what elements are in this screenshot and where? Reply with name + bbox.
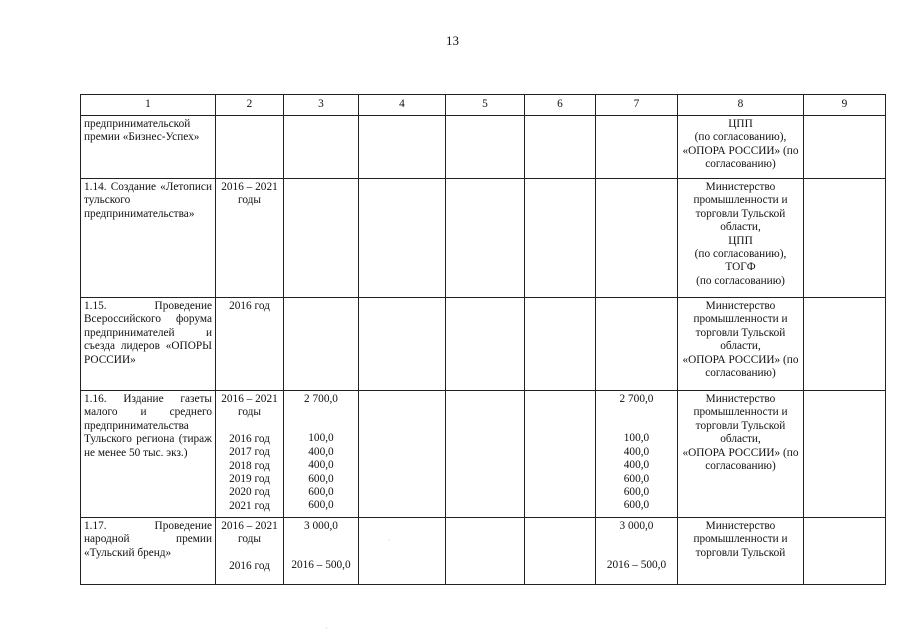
amount-total-cell	[284, 116, 359, 179]
term-cell	[216, 391, 284, 518]
responsible-cell-line: (по согласованию)	[696, 274, 785, 287]
term-cell	[216, 298, 284, 391]
table-row	[81, 298, 886, 391]
amount-total-cell-line: 400,0	[308, 459, 334, 472]
responsible-cell-line: ЦПП	[728, 234, 753, 247]
measures-table	[80, 94, 886, 585]
extra-budget-cell-line: 400,0	[623, 445, 650, 458]
responsible-cell-line: ТОГФ	[725, 261, 756, 274]
measure-title: 1.16. Издание газеты малого и среднего	[84, 393, 212, 419]
measure-cell	[81, 298, 216, 391]
amount-total-cell-line: 100,0	[308, 432, 334, 445]
extra-budget-cell-line: 100,0	[623, 432, 650, 445]
header-row	[81, 95, 886, 116]
responsible-cell-line: Министерство промышленности и торговли Тульской	[693, 520, 788, 559]
responsible-cell	[678, 179, 804, 298]
term-cell-line: годы	[237, 194, 261, 207]
term-cell-line: 2016 год	[229, 559, 270, 572]
column-header: 2	[216, 95, 284, 116]
term-cell-line	[219, 547, 280, 560]
table-row	[81, 391, 886, 518]
extra-budget-cell	[596, 116, 678, 179]
column-header: 4	[359, 95, 446, 116]
term-cell-line: 2016 год	[229, 432, 270, 445]
responsible-cell-line: «ОПОРА РОССИИ» (по согласованию)	[682, 144, 799, 171]
column-header: 9	[804, 95, 886, 116]
measure-cell	[81, 116, 216, 179]
extra-budget-cell-line: 600,0	[623, 472, 650, 485]
measure-cell	[81, 391, 216, 518]
amount-total-cell	[284, 298, 359, 391]
result-cell	[804, 391, 886, 518]
responsible-cell-line: (по согласованию),	[694, 248, 787, 261]
amount-total-cell-line: 600,0	[308, 472, 334, 485]
extra-budget-cell-line: 3 000,0	[619, 520, 654, 532]
amount-total-cell-line: 3 000,0	[304, 520, 338, 532]
federal-budget-cell	[359, 116, 446, 179]
table-row	[81, 518, 886, 585]
term-cell	[216, 179, 284, 298]
table-row	[81, 116, 886, 179]
measure-title-rest: предпринимательства»	[84, 207, 195, 220]
column-header: 6	[525, 95, 596, 116]
local-budget-cell	[525, 518, 596, 585]
term-cell-line: 2019 год	[229, 473, 270, 486]
column-header: 8	[678, 95, 804, 116]
local-budget-cell	[525, 391, 596, 518]
extra-budget-cell-line: 2016 – 500,0	[606, 559, 667, 572]
measure-title-rest: съезда лидеров «ОПОРЫ РОССИИ»	[84, 340, 212, 366]
responsible-cell-line: Министерство промышленности и торговли Тульской области,	[693, 300, 788, 353]
extra-budget-cell-line: 2 700,0	[619, 393, 654, 405]
result-cell	[804, 179, 886, 298]
local-budget-cell	[525, 179, 596, 298]
result-cell	[804, 518, 886, 585]
responsible-cell-line: «ОПОРА РОССИИ» (по согласованию)	[682, 446, 799, 473]
extra-budget-cell	[596, 518, 678, 585]
extra-budget-cell-line: 600,0	[623, 486, 650, 499]
federal-budget-cell	[359, 391, 446, 518]
local-budget-cell	[525, 116, 596, 179]
term-cell	[216, 116, 284, 179]
responsible-cell	[678, 391, 804, 518]
term-cell-line: 2016 год	[229, 300, 270, 312]
extra-budget-cell-line	[599, 406, 674, 419]
amount-total-cell-line: 600,0	[308, 486, 334, 499]
responsible-cell-line: (по согласованию),	[694, 131, 787, 144]
term-cell-line: 2018 год	[229, 459, 270, 472]
amount-total-cell-line: 400,0	[308, 445, 334, 458]
scan-speck: ·	[325, 624, 328, 633]
responsible-cell-line: ЦПП	[728, 118, 753, 130]
local-budget-cell	[525, 298, 596, 391]
amount-total-cell-line: 600,0	[308, 499, 334, 512]
amount-total-cell-line: 2016 – 500,0	[291, 559, 351, 572]
scan-speck: ·	[388, 536, 391, 545]
measure-cell	[81, 179, 216, 298]
extra-budget-cell-line	[599, 546, 674, 559]
result-cell	[804, 116, 886, 179]
amount-total-cell-line	[287, 546, 355, 559]
term-cell-line: 2020 год	[229, 486, 270, 499]
regional-budget-cell	[446, 391, 525, 518]
responsible-cell-line: «ОПОРА РОССИИ» (по согласованию)	[682, 353, 799, 380]
extra-budget-cell-line: 400,0	[623, 459, 650, 472]
regional-budget-cell	[446, 518, 525, 585]
column-header: 7	[596, 95, 678, 116]
measure-title-rest: «Тульский бренд»	[84, 546, 172, 559]
responsible-cell-line: Министерство промышленности и торговли Тульской области,	[693, 393, 788, 446]
table-row	[81, 179, 886, 298]
measure-title-rest: предпринимательства Тульского региона (тираж не менее 50 тыс. экз.)	[84, 419, 212, 459]
column-header: 5	[446, 95, 525, 116]
extra-budget-cell	[596, 298, 678, 391]
term-cell-line: 2016 – 2021	[221, 520, 278, 532]
extra-budget-cell-line	[599, 419, 674, 432]
responsible-cell	[678, 518, 804, 585]
term-cell-line: 2016 – 2021	[221, 393, 278, 405]
measure-title: 1.14. Создание «Летописи тульского	[84, 181, 212, 207]
term-cell-line: 2021 год	[229, 499, 270, 512]
federal-budget-cell	[359, 518, 446, 585]
term-cell-line: 2016 – 2021	[221, 181, 278, 193]
result-cell	[804, 298, 886, 391]
extra-budget-cell	[596, 391, 678, 518]
amount-total-cell-line: 2 700,0	[304, 393, 338, 405]
amount-total-cell-line	[287, 533, 355, 546]
term-cell-line: 2017 год	[229, 446, 270, 459]
extra-budget-cell-line: 600,0	[623, 499, 650, 512]
federal-budget-cell	[359, 298, 446, 391]
amount-total-cell	[284, 518, 359, 585]
term-cell-line: годы	[237, 406, 261, 419]
amount-total-cell-line	[287, 406, 355, 419]
responsible-cell	[678, 116, 804, 179]
regional-budget-cell	[446, 179, 525, 298]
responsible-cell	[678, 298, 804, 391]
term-cell	[216, 518, 284, 585]
regional-budget-cell	[446, 298, 525, 391]
measure-title: 1.15. Проведение Всероссийского форума предпринимателей и	[84, 300, 212, 339]
amount-total-cell	[284, 179, 359, 298]
measure-title: 1.17. Проведение народной премии	[84, 520, 212, 546]
federal-budget-cell	[359, 179, 446, 298]
amount-total-cell-line	[287, 419, 355, 432]
measure-title-rest: предпринимательской премии «Бизнес-Успех»	[84, 118, 200, 144]
page-number: 13	[446, 33, 459, 48]
extra-budget-cell-line	[599, 533, 674, 546]
amount-total-cell	[284, 391, 359, 518]
extra-budget-cell	[596, 179, 678, 298]
responsible-cell-line: Министерство промышленности и торговли Тульской области,	[693, 181, 788, 234]
column-header: 1	[81, 95, 216, 116]
term-cell-line	[219, 420, 280, 433]
column-header: 3	[284, 95, 359, 116]
term-cell-line: годы	[237, 533, 261, 546]
regional-budget-cell	[446, 116, 525, 179]
measure-cell	[81, 518, 216, 585]
